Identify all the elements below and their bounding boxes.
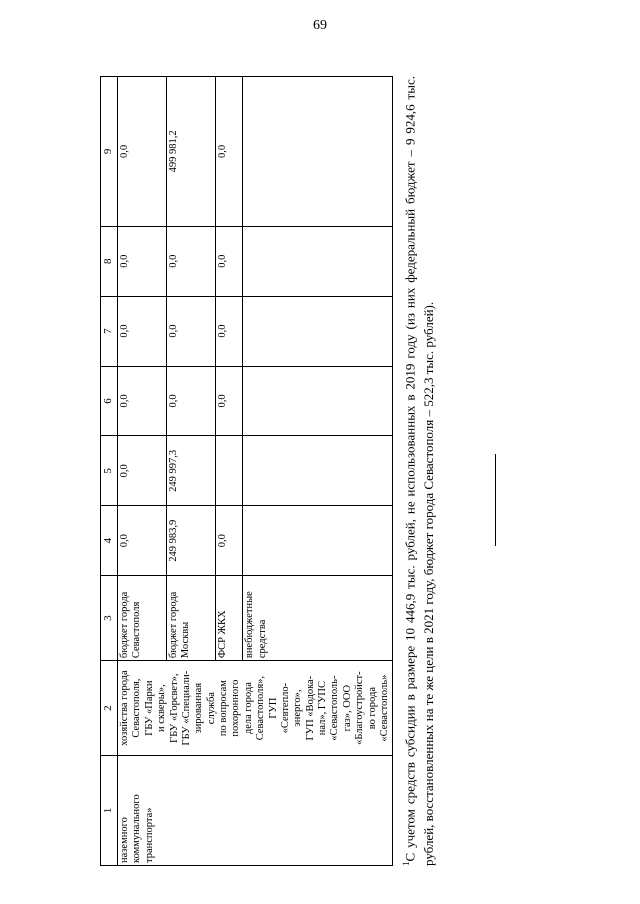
- header-cell: 6: [101, 366, 118, 436]
- executor-line: ГУП «Водока-: [304, 675, 316, 741]
- executor-line: Севастополя,: [131, 678, 143, 738]
- executor-line: Севастополя»,: [255, 675, 267, 741]
- executor-line: газ», ООО: [341, 684, 353, 732]
- value-cell: 0,0: [167, 226, 216, 296]
- header-cell: 4: [101, 506, 118, 576]
- executor-line: хозяйства города: [119, 670, 130, 746]
- page-number: 69: [313, 18, 327, 33]
- footnote-text: С учетом средств субсидии в размере 10 446,9 тыс. рублей, не использованных в 2019 году (из них федеральный бюджет – 9 924,6 тыс. рублей, восстановленных на те же цели в 2021 году, бюджет города Севастополя – 522,3 тыс. рублей).: [402, 76, 436, 866]
- table-header-row: [101, 77, 118, 866]
- value-cell: 0,0: [216, 296, 243, 366]
- value-cell: [243, 296, 393, 366]
- value-cell: 0,0: [216, 77, 243, 227]
- value-cell: 0,0: [118, 366, 167, 436]
- executor-line: ГБУ «Парки: [143, 680, 155, 736]
- value-cell: 0,0: [118, 506, 167, 576]
- executor-line: похоронного: [230, 679, 242, 737]
- header-cell: 5: [101, 436, 118, 506]
- executor-line: ГБУ «Горсвет»,: [168, 673, 180, 743]
- value-cell: [243, 77, 393, 227]
- program-line: транспорта»: [143, 807, 155, 863]
- rotated-page-content: [100, 76, 472, 866]
- source-cell: бюджет города Москвы: [167, 576, 216, 661]
- value-cell: 0,0: [118, 77, 167, 227]
- table-row: [118, 77, 167, 866]
- header-cell: 2: [101, 661, 118, 756]
- executor-line: «Севастополь»: [378, 674, 390, 742]
- value-cell: 249 997,3: [167, 436, 216, 506]
- executor-line: и скверы»,: [156, 684, 168, 732]
- program-line: коммунального: [131, 794, 143, 863]
- separator-line: [495, 454, 496, 546]
- value-cell: 0,0: [118, 296, 167, 366]
- executor-line: ГУП: [267, 697, 279, 719]
- executor-line: «Севастополь-: [329, 675, 341, 741]
- executor-line: «Севтепло-: [279, 682, 291, 734]
- value-cell: 0,0: [118, 436, 167, 506]
- executor-line: ГБУ «Специали-: [180, 670, 192, 746]
- header-cell: 7: [101, 296, 118, 366]
- value-cell: 499 981,2: [167, 77, 216, 227]
- executor-line: энерго»,: [292, 689, 304, 727]
- program-line: наземного: [119, 817, 130, 863]
- program-cell: [118, 756, 393, 866]
- executor-line: нал», ГУПС: [317, 681, 328, 736]
- footnote: [400, 76, 438, 866]
- source-cell: ФСР ЖКХ: [216, 576, 243, 661]
- source-cell: внебюджетные средства: [243, 576, 393, 661]
- executor-line: «Благоустройст-: [354, 671, 366, 745]
- executor-line: дела города: [242, 682, 254, 735]
- executor-line: во города: [366, 686, 378, 730]
- value-cell: [243, 506, 393, 576]
- header-cell: 1: [101, 756, 118, 866]
- source-cell: бюджет города Севастополя: [118, 576, 167, 661]
- value-cell: 0,0: [216, 226, 243, 296]
- value-cell: [243, 436, 393, 506]
- value-cell: [216, 436, 243, 506]
- value-cell: 0,0: [216, 506, 243, 576]
- executor-line: по вопросам: [218, 680, 229, 737]
- value-cell: 0,0: [167, 296, 216, 366]
- value-cell: [243, 226, 393, 296]
- value-cell: 0,0: [118, 226, 167, 296]
- header-cell: 9: [101, 77, 118, 227]
- value-cell: 0,0: [216, 366, 243, 436]
- value-cell: 249 983,9: [167, 506, 216, 576]
- executor-line: зированная: [193, 682, 205, 734]
- executor-line: служба: [205, 692, 217, 725]
- value-cell: 0,0: [167, 366, 216, 436]
- funding-table: [100, 76, 393, 866]
- executors-cell: [118, 661, 393, 756]
- footnote-marker: 1: [401, 861, 411, 866]
- header-cell: 3: [101, 576, 118, 661]
- value-cell: [243, 366, 393, 436]
- header-cell: 8: [101, 226, 118, 296]
